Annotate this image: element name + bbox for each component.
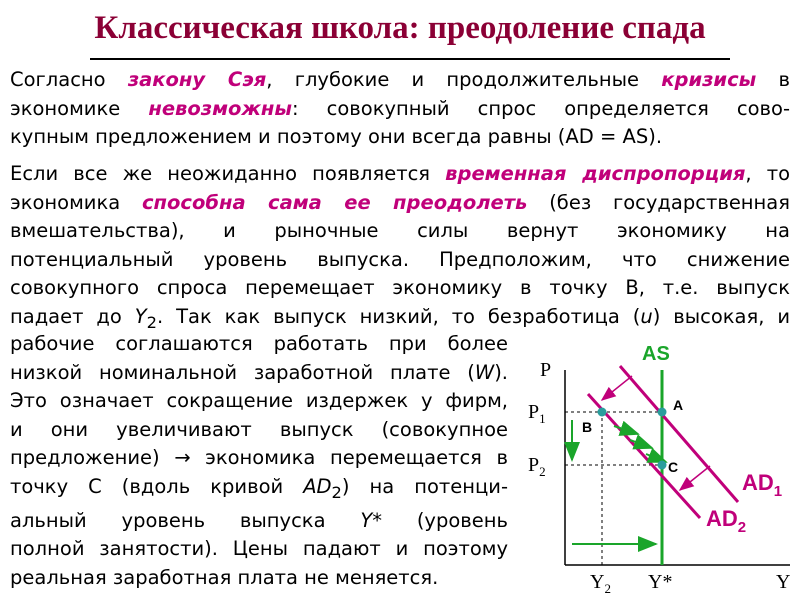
point-b-label: B [582,419,593,435]
text-line [10,189,790,218]
point-b-marker [598,408,607,417]
text-subscript: 2 [331,482,342,502]
paragraph-adjustment [10,330,508,592]
text-line [10,473,508,507]
text-line: потенциальный уровень выпуска. Предположим, что снижение [10,247,790,271]
text-run: в [756,68,790,91]
text-line: совокупного спроса перемещает экономику в точку В, т.е. выпуск [10,276,790,299]
text-line: реальная заработная плата не меняется. [10,565,439,589]
text-run: экономике [10,96,149,120]
highlight-impossible: невозможны [148,96,292,120]
text-run: W [474,360,495,384]
tick-p2: $P_2$ [528,454,546,479]
as-label: AS [642,343,670,365]
move-arrow-1 [614,426,638,434]
text-line [10,507,508,536]
text-run: Y [134,304,147,328]
highlight-crises: кризисы [661,68,757,91]
text-run: ) на потенци- [341,474,508,498]
tick-y2: $Y_2$ [590,571,611,596]
text-line [10,95,790,124]
text-run: Если все же неожиданно появляется [10,162,446,185]
text-run: , то [745,162,791,185]
ad-shift-arrow-top [602,376,632,400]
highlight-self-correct: способна сама ее преодолеть [142,190,528,214]
ad1-label: $AD_1$ [742,470,783,500]
text-run: , глубокие и продолжительные [266,68,662,91]
text-run: Согласно [10,68,128,91]
text-line: купным предложением и поэтому они всегда равны (AD = AS). [10,125,663,148]
highlight-say-law: закону Сэя [127,68,267,91]
point-c-marker [658,461,667,470]
paragraph-disproportion [10,160,790,337]
slide-title: Классическая школа: преодоление спада [94,10,706,46]
text-line: и они увеличивают выпуск (совокупное [10,417,508,441]
paragraph-say-law [10,66,790,152]
text-line [10,160,790,189]
point-a-label: A [673,397,684,413]
text-line [10,66,790,95]
text-line: предложение) → экономика перемещается в [10,446,508,469]
title-underline [90,58,730,60]
text-run: : совокупный спрос определяется сово- [291,96,790,120]
text-run: AD [303,474,332,498]
highlight-temporary-disproportion: временная диспропорция [445,162,746,185]
text-run: падает до [10,304,135,328]
text-run: низкой номинальной заработной плате ( [10,360,475,384]
tick-ystar: Y* [648,571,673,593]
text-subscript: 2 [146,312,157,332]
ad-shift-arrow-bottom [680,466,710,490]
ad-as-graph [510,330,800,600]
text-run: u [640,304,653,328]
axis-label-y: Y [776,571,791,593]
text-line: вмешательства), и рыночные силы вернут экономику на [10,219,790,242]
text-run: ) высокая, и [652,304,791,328]
text-run: точку С (вдоль кривой [10,474,304,498]
text-line: полной занятости). Цены падают и поэтому [10,537,508,561]
tick-p1: $P_1$ [528,401,546,426]
text-run: (без государственная [527,190,790,214]
point-a-marker [658,408,667,417]
text-run: Y* [360,508,383,532]
ad2-label: $AD_2$ [706,506,747,536]
point-c-label: C [668,459,679,475]
text-line: Это означает сокращение издержек у фирм, [10,389,508,412]
text-line: рабочие соглашаются работать при более [10,332,508,355]
text-run: альный уровень выпуска [10,508,361,532]
text-run: (уровень [382,508,509,532]
text-run: экономика [10,190,142,214]
text-line [10,359,508,388]
text-run: . Так как выпуск низкий, то безработица ( [157,304,641,328]
text-run: ). [494,360,508,384]
axis-label-p: P [540,359,552,381]
